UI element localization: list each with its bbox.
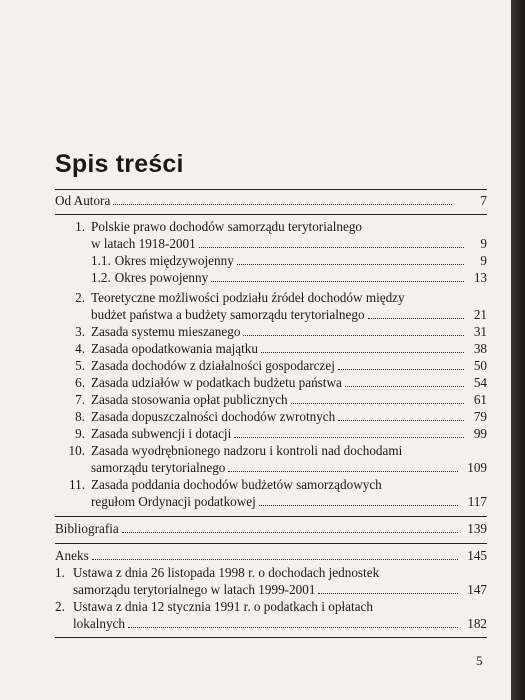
- toc-entry-label: Zasada wyodrębnionego nadzoru i kontroli nad dochodami: [91, 443, 403, 458]
- toc-entry-label: Bibliografia: [55, 521, 119, 536]
- toc-entry-6: [55, 374, 487, 391]
- toc-entry-1-1: [55, 252, 487, 269]
- toc-entry-1-2: [55, 269, 487, 286]
- toc-entry-label: Zasada poddania dochodów budżetów samorządowych: [91, 477, 382, 492]
- toc-entry-number: 7.: [75, 392, 85, 407]
- toc-entry-number: 9.: [75, 426, 85, 441]
- toc-entry-label: Teoretyczne możliwości podziału źródeł dochodów między: [91, 290, 405, 305]
- toc-entry-3: [55, 323, 487, 340]
- toc-entry-label: Zasada udziałów w podatkach budżetu państwa: [91, 375, 342, 390]
- book-gutter: [511, 0, 525, 700]
- toc-entry-page: 139: [467, 521, 487, 536]
- toc-entry-page: 109: [467, 460, 487, 475]
- table-of-contents: [55, 189, 487, 638]
- toc-entry-number: 3.: [75, 324, 85, 339]
- toc-entry-label: Okres międzywojenny: [114, 253, 234, 268]
- divider: [55, 516, 487, 517]
- toc-entry-page: 7: [480, 193, 487, 208]
- toc-entry-5: [55, 357, 487, 374]
- toc-entry-aneks: [55, 547, 487, 564]
- toc-entry-2: [55, 289, 487, 323]
- toc-entry-page: 99: [473, 426, 487, 441]
- toc-entry-number: 5.: [75, 358, 85, 373]
- toc-entry-number: 10.: [68, 443, 85, 458]
- toc-entry-page: 21: [473, 307, 487, 322]
- toc-entry-number: 8.: [75, 409, 85, 424]
- toc-entry-page: 147: [467, 582, 487, 597]
- toc-entry-page: 31: [473, 324, 487, 339]
- toc-entry-page: 79: [473, 409, 487, 424]
- toc-entry-label: Zasada systemu mieszanego: [91, 324, 241, 339]
- toc-entry-label: Od Autora: [55, 193, 111, 208]
- divider: [55, 637, 487, 638]
- toc-entry-label: Ustawa z dnia 26 listopada 1998 r. o dochodach jednostek: [73, 565, 380, 580]
- toc-entry-11: [55, 476, 487, 510]
- divider: [55, 189, 487, 190]
- toc-entry-page: 54: [473, 375, 487, 390]
- toc-entry-4: [55, 340, 487, 357]
- toc-entry-number: 2.: [55, 599, 65, 614]
- toc-entry-label: Zasada opodatkowania majątku: [91, 341, 258, 356]
- toc-entry-label-cont: samorządu terytorialnego: [91, 460, 226, 475]
- divider: [55, 543, 487, 544]
- toc-entry-number: 1.: [55, 565, 65, 580]
- toc-entry-bibliografia: [55, 520, 487, 537]
- toc-entry-page: 13: [473, 270, 487, 285]
- toc-entry-number: 2.: [75, 290, 85, 305]
- toc-entry-label: Zasada dochodów z działalności gospodarczej: [91, 358, 335, 373]
- toc-entry-label: Polskie prawo dochodów samorządu terytorialnego: [91, 219, 363, 234]
- toc-entry-page: 38: [473, 341, 487, 356]
- toc-entry-page: 117: [467, 494, 487, 509]
- toc-entry-number: 6.: [75, 375, 85, 390]
- toc-entry-page: 9: [480, 236, 487, 251]
- toc-entry-9: [55, 425, 487, 442]
- toc-entry-od-autora: [55, 192, 487, 209]
- toc-entry-page: 145: [467, 548, 487, 563]
- toc-entry-label: Zasada subwencji i dotacji: [91, 426, 232, 441]
- toc-entry-10: [55, 442, 487, 476]
- toc-entry-label-cont: w latach 1918-2001: [91, 236, 196, 251]
- toc-entry-aneks-2: [55, 598, 487, 632]
- toc-entry-label: Ustawa z dnia 12 stycznia 1991 r. o podatkach i opłatach: [73, 599, 373, 614]
- toc-entry-aneks-1: [55, 564, 487, 598]
- toc-entry-number: 1.2.: [91, 270, 111, 285]
- page-number: 5: [476, 653, 483, 668]
- toc-entry-label-cont: budżet państwa a budżety samorządu terytorialnego: [91, 307, 365, 322]
- toc-entry-number: 11.: [69, 477, 85, 492]
- toc-entry-label-cont: regułom Ordynacji podatkowej: [91, 494, 256, 509]
- toc-entry-label: Zasada stosowania opłat publicznych: [91, 392, 288, 407]
- toc-entry-8: [55, 408, 487, 425]
- divider: [55, 214, 487, 215]
- toc-entry-label: Zasada dopuszczalności dochodów zwrotnych: [91, 409, 336, 424]
- toc-entry-page: 50: [473, 358, 487, 373]
- toc-entry-number: 4.: [75, 341, 85, 356]
- toc-entry-page: 182: [467, 616, 487, 631]
- toc-entry-1: [55, 218, 487, 252]
- toc-title: Spis treści: [55, 150, 184, 178]
- toc-entry-label-cont: lokalnych: [73, 616, 126, 631]
- toc-entry-number: 1.: [75, 219, 85, 234]
- toc-entry-7: [55, 391, 487, 408]
- toc-entry-page: 61: [473, 392, 487, 407]
- toc-entry-page: 9: [480, 253, 487, 268]
- toc-entry-label-cont: samorządu terytorialnego w latach 1999-2001: [73, 582, 316, 597]
- toc-entry-number: 1.1.: [91, 253, 111, 268]
- toc-entry-label: Okres powojenny: [114, 270, 209, 285]
- toc-entry-label: Aneks: [55, 548, 89, 563]
